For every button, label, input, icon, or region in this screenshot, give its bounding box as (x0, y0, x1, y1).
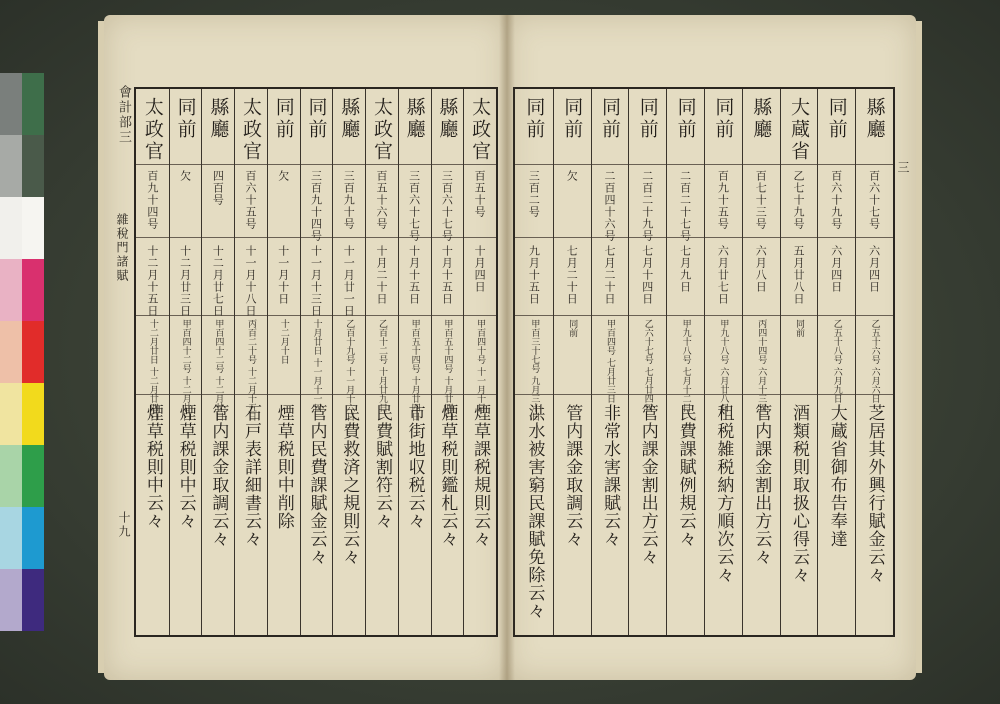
right-number-cell: 百六十七号 (867, 170, 881, 230)
left-number-cell: 百五十六号 (374, 170, 388, 230)
right-number-cell: 乙七十九号 (792, 170, 805, 230)
right-description-cell: 酒類税則取扱心得云々 (789, 404, 809, 584)
left-row-divider (136, 164, 496, 165)
left-office-cell: 縣廳 (207, 97, 230, 141)
left-description-cell: 煙草税則中云々 (175, 404, 196, 530)
left-description-cell: 煙草税則鑑札云々 (437, 404, 458, 548)
right-description-cell: 芝居其外興行賦金云々 (864, 404, 885, 584)
left-office-cell: 太政官 (141, 97, 164, 163)
right-ref-cell: 同前 (567, 319, 578, 337)
left-number-cell: 三百九十号 (342, 170, 356, 230)
right-description-cell: 管内課金取調云々 (562, 404, 583, 548)
left-month-cell: 十一月廿一日 (342, 245, 356, 317)
left-number-cell: 百五十号 (473, 170, 487, 218)
left-description-cell: 煙草税則中云々 (142, 404, 163, 530)
left-month-cell: 十一月十日 (276, 245, 290, 305)
right-number-cell: 三百二号 (527, 170, 541, 218)
left-office-cell: 同前 (272, 97, 295, 141)
right-column-divider (591, 89, 592, 635)
right-ref-cell: 乙五十六号 六月六日 (869, 319, 880, 403)
right-description-cell: 管内課金割出方云々 (637, 404, 658, 566)
right-number-cell: 百七十三号 (754, 170, 768, 230)
right-margin-mark: 三 (896, 161, 910, 175)
left-column-divider (267, 89, 268, 635)
right-month-cell: 七月九日 (678, 245, 692, 293)
right-page (507, 15, 916, 680)
left-month-cell: 十二月廿七日 (211, 245, 225, 317)
left-table (134, 87, 498, 637)
left-ref-cell: 十月廿日 十一月十一日 (311, 319, 322, 412)
right-table (513, 87, 895, 637)
left-month-cell: 十二月十五日 (145, 245, 159, 317)
left-number-cell: 百九十四号 (145, 170, 159, 230)
left-column-divider (463, 89, 464, 635)
right-month-cell: 七月二十日 (603, 245, 616, 305)
right-description-cell: 非常水害課賦云々 (600, 404, 620, 548)
left-ref-cell: 甲百五十四号 十月廿四日 (409, 319, 420, 421)
left-ref-cell: 甲百四十号 十一月十日 (475, 319, 486, 412)
right-description-cell: 民費課賦例規云々 (675, 404, 696, 548)
right-office-cell: 同前 (712, 97, 735, 141)
right-month-cell: 六月四日 (867, 245, 881, 293)
right-office-cell: 同前 (523, 97, 546, 141)
right-ref-cell: 甲百四号 七月廿三日 (605, 319, 615, 403)
left-month-cell: 十月四日 (473, 245, 487, 293)
left-ref-cell: 丙百二十号 十二月十五日 (246, 319, 257, 421)
left-office-cell: 縣廳 (338, 97, 361, 141)
right-number-cell: 百九十五号 (716, 170, 730, 230)
page-number: 十九 (117, 511, 131, 539)
right-month-cell: 九月十五日 (527, 245, 541, 305)
left-ref-cell: 乙百十二号 十月廿九日 (376, 319, 387, 412)
left-office-cell: 太政官 (370, 97, 393, 163)
right-number-cell: 二百二十七号 (678, 170, 692, 242)
left-month-cell: 十一月十三日 (309, 245, 323, 317)
left-month-cell: 十月二十日 (374, 245, 388, 305)
left-description-cell: 市街地収税云々 (404, 404, 425, 530)
left-description-cell: 煙草課税規則云々 (470, 404, 491, 548)
right-ref-cell: 乙五十八号 六月九日 (831, 319, 842, 403)
left-ref-cell: 十二月十日 (278, 319, 289, 364)
left-description-cell: 民費救済之規則云々 (339, 404, 360, 566)
left-column-divider (300, 89, 301, 635)
right-description-cell: 租税雑税納方順次云々 (713, 404, 734, 584)
right-month-cell: 七月二十日 (565, 245, 579, 305)
left-month-cell: 十一月十八日 (244, 245, 258, 317)
right-office-cell: 縣廳 (750, 97, 773, 141)
right-column-divider (704, 89, 705, 635)
left-office-cell: 縣廳 (403, 97, 426, 141)
left-number-cell: 三百六十七号 (407, 170, 421, 242)
left-number-cell: 三百九十四号 (309, 170, 323, 242)
left-page (104, 15, 507, 680)
right-column-divider (855, 89, 856, 635)
right-office-cell: 同前 (561, 97, 584, 141)
left-margin-subtitle: 雜稅門諸賦 (115, 213, 129, 283)
right-office-cell: 同前 (599, 97, 621, 141)
gutter (499, 15, 515, 680)
right-office-cell: 同前 (674, 97, 697, 141)
right-office-cell: 同前 (825, 97, 848, 141)
right-number-cell: 百六十九号 (829, 170, 843, 230)
left-description-cell: 管内民費課賦金云々 (306, 404, 327, 566)
right-column-divider (666, 89, 667, 635)
right-number-cell: 欠 (565, 170, 579, 182)
left-column-divider (201, 89, 202, 635)
left-description-cell: 煙草税則中削除 (273, 404, 294, 530)
right-number-cell: 二百四十六号 (603, 170, 616, 242)
right-month-cell: 六月八日 (754, 245, 768, 293)
right-office-cell: 大蔵省 (788, 97, 810, 163)
left-number-cell: 欠 (178, 170, 192, 182)
left-number-cell: 百六十五号 (244, 170, 258, 230)
left-office-cell: 縣廳 (436, 97, 459, 141)
right-number-cell: 二百二十九号 (640, 170, 654, 242)
right-ref-cell: 甲九十八号 七月十二日 (680, 319, 691, 412)
left-description-cell: 管内課金取調云々 (208, 404, 229, 548)
left-number-cell: 欠 (276, 170, 290, 182)
right-ref-cell: 同前 (794, 319, 804, 337)
right-ref-cell: 甲九十八号 六月廿八日 (718, 319, 729, 412)
left-month-cell: 十月十五日 (407, 245, 421, 305)
right-description-cell: 大蔵省御布告奉達 (826, 404, 847, 548)
right-column-divider (553, 89, 554, 635)
left-column-divider (398, 89, 399, 635)
left-ref-cell: 甲百四十二号 十二月廿日 (213, 319, 224, 421)
right-month-cell: 六月廿七日 (716, 245, 730, 305)
left-number-cell: 四百号 (211, 170, 225, 206)
color-checker (0, 73, 44, 635)
right-ref-cell: 丙四十四号 六月十三日 (756, 319, 767, 412)
left-office-cell: 同前 (174, 97, 197, 141)
left-column-divider (169, 89, 170, 635)
left-office-cell: 太政官 (240, 97, 263, 163)
right-column-divider (817, 89, 818, 635)
left-ref-cell: 甲百五十四号 十月廿四日 (442, 319, 453, 421)
left-column-divider (365, 89, 366, 635)
left-number-cell: 三百六十七号 (440, 170, 454, 242)
left-column-divider (431, 89, 432, 635)
left-ref-cell: 十二月廿日 十二月廿四日 (147, 319, 158, 421)
left-description-cell: 石戸表詳細書云々 (241, 404, 262, 548)
open-book (104, 15, 916, 680)
right-column-divider (780, 89, 781, 635)
left-office-cell: 同前 (305, 97, 328, 141)
left-month-cell: 十二月廿三日 (178, 245, 192, 317)
right-description-cell: 洪水被害窮民課賦免除云々 (524, 404, 545, 620)
left-month-cell: 十月十五日 (440, 245, 454, 305)
right-office-cell: 縣廳 (863, 97, 886, 141)
left-column-divider (234, 89, 235, 635)
right-office-cell: 同前 (636, 97, 659, 141)
right-month-cell: 六月四日 (829, 245, 843, 293)
right-month-cell: 五月廿八日 (792, 245, 805, 305)
right-month-cell: 七月十四日 (640, 245, 654, 305)
left-ref-cell: 甲百四十二号 十二月廿日 (180, 319, 191, 421)
right-column-divider (742, 89, 743, 635)
right-ref-cell: 乙六十七号 七月廿四日 (642, 319, 653, 412)
left-margin-title: 會計部三 (116, 85, 131, 145)
right-description-cell: 管内課金割出方云々 (751, 404, 772, 566)
left-column-divider (332, 89, 333, 635)
right-column-divider (628, 89, 629, 635)
left-ref-cell: 乙百十九号 十一月十六日 (344, 319, 355, 421)
left-description-cell: 民費賦割符云々 (371, 404, 392, 530)
right-ref-cell: 甲百三十七号 九月三十日 (529, 319, 540, 421)
left-office-cell: 太政官 (469, 97, 492, 163)
